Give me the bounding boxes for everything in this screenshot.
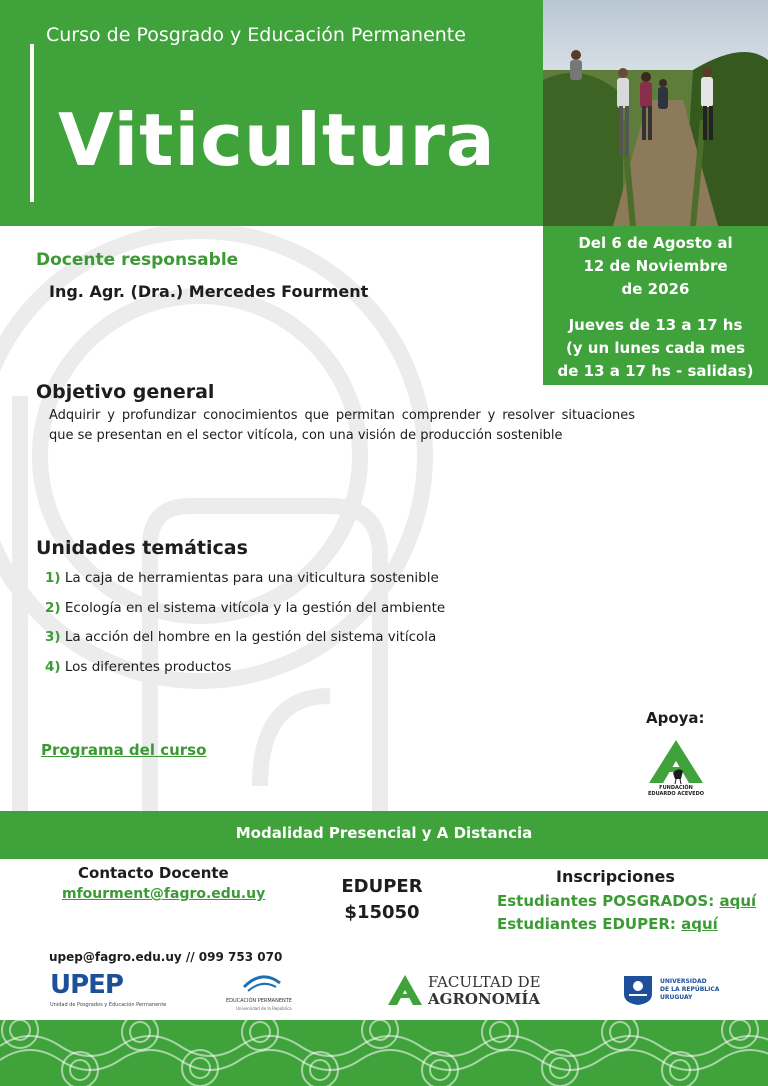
inscripcion-eduper bbox=[497, 915, 718, 933]
upep-contact: upep@fagro.edu.uy // 099 753 070 bbox=[49, 950, 283, 964]
schedule-line-3: de 13 a 17 hs - salidas) bbox=[557, 362, 754, 380]
udelar-line-2: DE LA REPÚBLICA bbox=[660, 986, 720, 993]
udelar-line-3: URUGUAY bbox=[660, 994, 693, 1001]
upep-logo-caption: Unidad de Posgrados y Educación Permanente bbox=[50, 1002, 167, 1008]
fagro-logo-line-2: AGRONOMÍA bbox=[428, 990, 541, 1008]
inscripcion-posgrados-link[interactable]: aquí bbox=[719, 892, 757, 910]
contacto-label: Contacto Docente bbox=[78, 864, 229, 882]
unit-item bbox=[45, 570, 439, 586]
price-amount: $15050 bbox=[344, 902, 420, 923]
modalidad-banner: Modalidad Presencial y A Distancia bbox=[0, 811, 768, 859]
udelar-logo-icon bbox=[623, 974, 653, 1006]
unit-text: La acción del hombre en la gestión del sistema vitícola bbox=[60, 629, 437, 645]
programa-link[interactable]: Programa del curso bbox=[41, 741, 207, 759]
contacto-email-link[interactable]: mfourment@fagro.edu.uy bbox=[62, 886, 266, 902]
unit-text: Ecología en el sistema vitícola y la gestión del ambiente bbox=[60, 600, 446, 616]
fundacion-caption-line-2: EDUARDO ACEVEDO bbox=[648, 791, 704, 797]
price-label: EDUPER bbox=[341, 876, 423, 897]
dates-box bbox=[543, 226, 768, 385]
docente-name: Ing. Agr. (Dra.) Mercedes Fourment bbox=[49, 282, 369, 301]
unit-item bbox=[45, 629, 436, 645]
inscripcion-eduper-text: Estudiantes EDUPER: bbox=[497, 915, 682, 933]
inscripcion-posgrados bbox=[497, 892, 756, 910]
inscripcion-eduper-link[interactable]: aquí bbox=[681, 915, 718, 933]
upep-logo: UPEP bbox=[50, 970, 123, 1000]
objetivo-heading: Objetivo general bbox=[36, 381, 215, 403]
unit-text: Los diferentes productos bbox=[60, 659, 232, 675]
unit-text: La caja de herramientas para una viticultura sostenible bbox=[60, 570, 439, 586]
udelar-line-1: UNIVERSIDAD bbox=[660, 978, 707, 985]
docente-label: Docente responsable bbox=[36, 250, 239, 270]
footer-pattern bbox=[0, 1020, 768, 1086]
date-range-start: Del 6 de Agosto al bbox=[578, 234, 733, 252]
fundacion-caption bbox=[628, 785, 724, 797]
unit-number: 1) bbox=[45, 570, 61, 586]
vineyard-photo bbox=[543, 0, 768, 226]
fagro-logo-line-1: FACULTAD DE bbox=[428, 973, 541, 991]
date-range-end: 12 de Noviembre bbox=[583, 257, 728, 275]
inscripciones-label: Inscripciones bbox=[556, 867, 675, 886]
objetivo-text: Adquirir y profundizar conocimientos que permitan comprender y resolver situaciones que se presentan en el sector vitícola, con una visión de producción sostenible bbox=[49, 408, 635, 443]
date-year: de 2026 bbox=[621, 280, 690, 298]
schedule-line-2: (y un lunes cada mes bbox=[565, 339, 746, 357]
unidades-heading: Unidades temáticas bbox=[36, 537, 248, 559]
fagro-logo-icon bbox=[387, 974, 423, 1006]
educacion-permanente-name: EDUCACIÓN PERMANENTE bbox=[226, 998, 292, 1004]
unit-number: 4) bbox=[45, 659, 61, 675]
course-title: Viticultura bbox=[58, 98, 496, 182]
header-subtitle: Curso de Posgrado y Educación Permanente bbox=[46, 24, 466, 46]
unit-item bbox=[45, 600, 445, 616]
header-accent-bar bbox=[30, 44, 34, 202]
schedule-line-1: Jueves de 13 a 17 hs bbox=[568, 316, 743, 334]
header-banner bbox=[0, 0, 543, 226]
apoya-label: Apoya: bbox=[646, 709, 705, 727]
unit-item bbox=[45, 659, 231, 675]
educacion-permanente-logo-icon bbox=[240, 973, 284, 997]
unit-number: 3) bbox=[45, 629, 61, 645]
unit-number: 2) bbox=[45, 600, 61, 616]
educacion-permanente-caption: Universidad de la República bbox=[236, 1006, 292, 1011]
fundacion-caption-line-1: FUNDACIÓN bbox=[659, 785, 693, 791]
inscripcion-posgrados-text: Estudiantes POSGRADOS: bbox=[497, 892, 720, 910]
